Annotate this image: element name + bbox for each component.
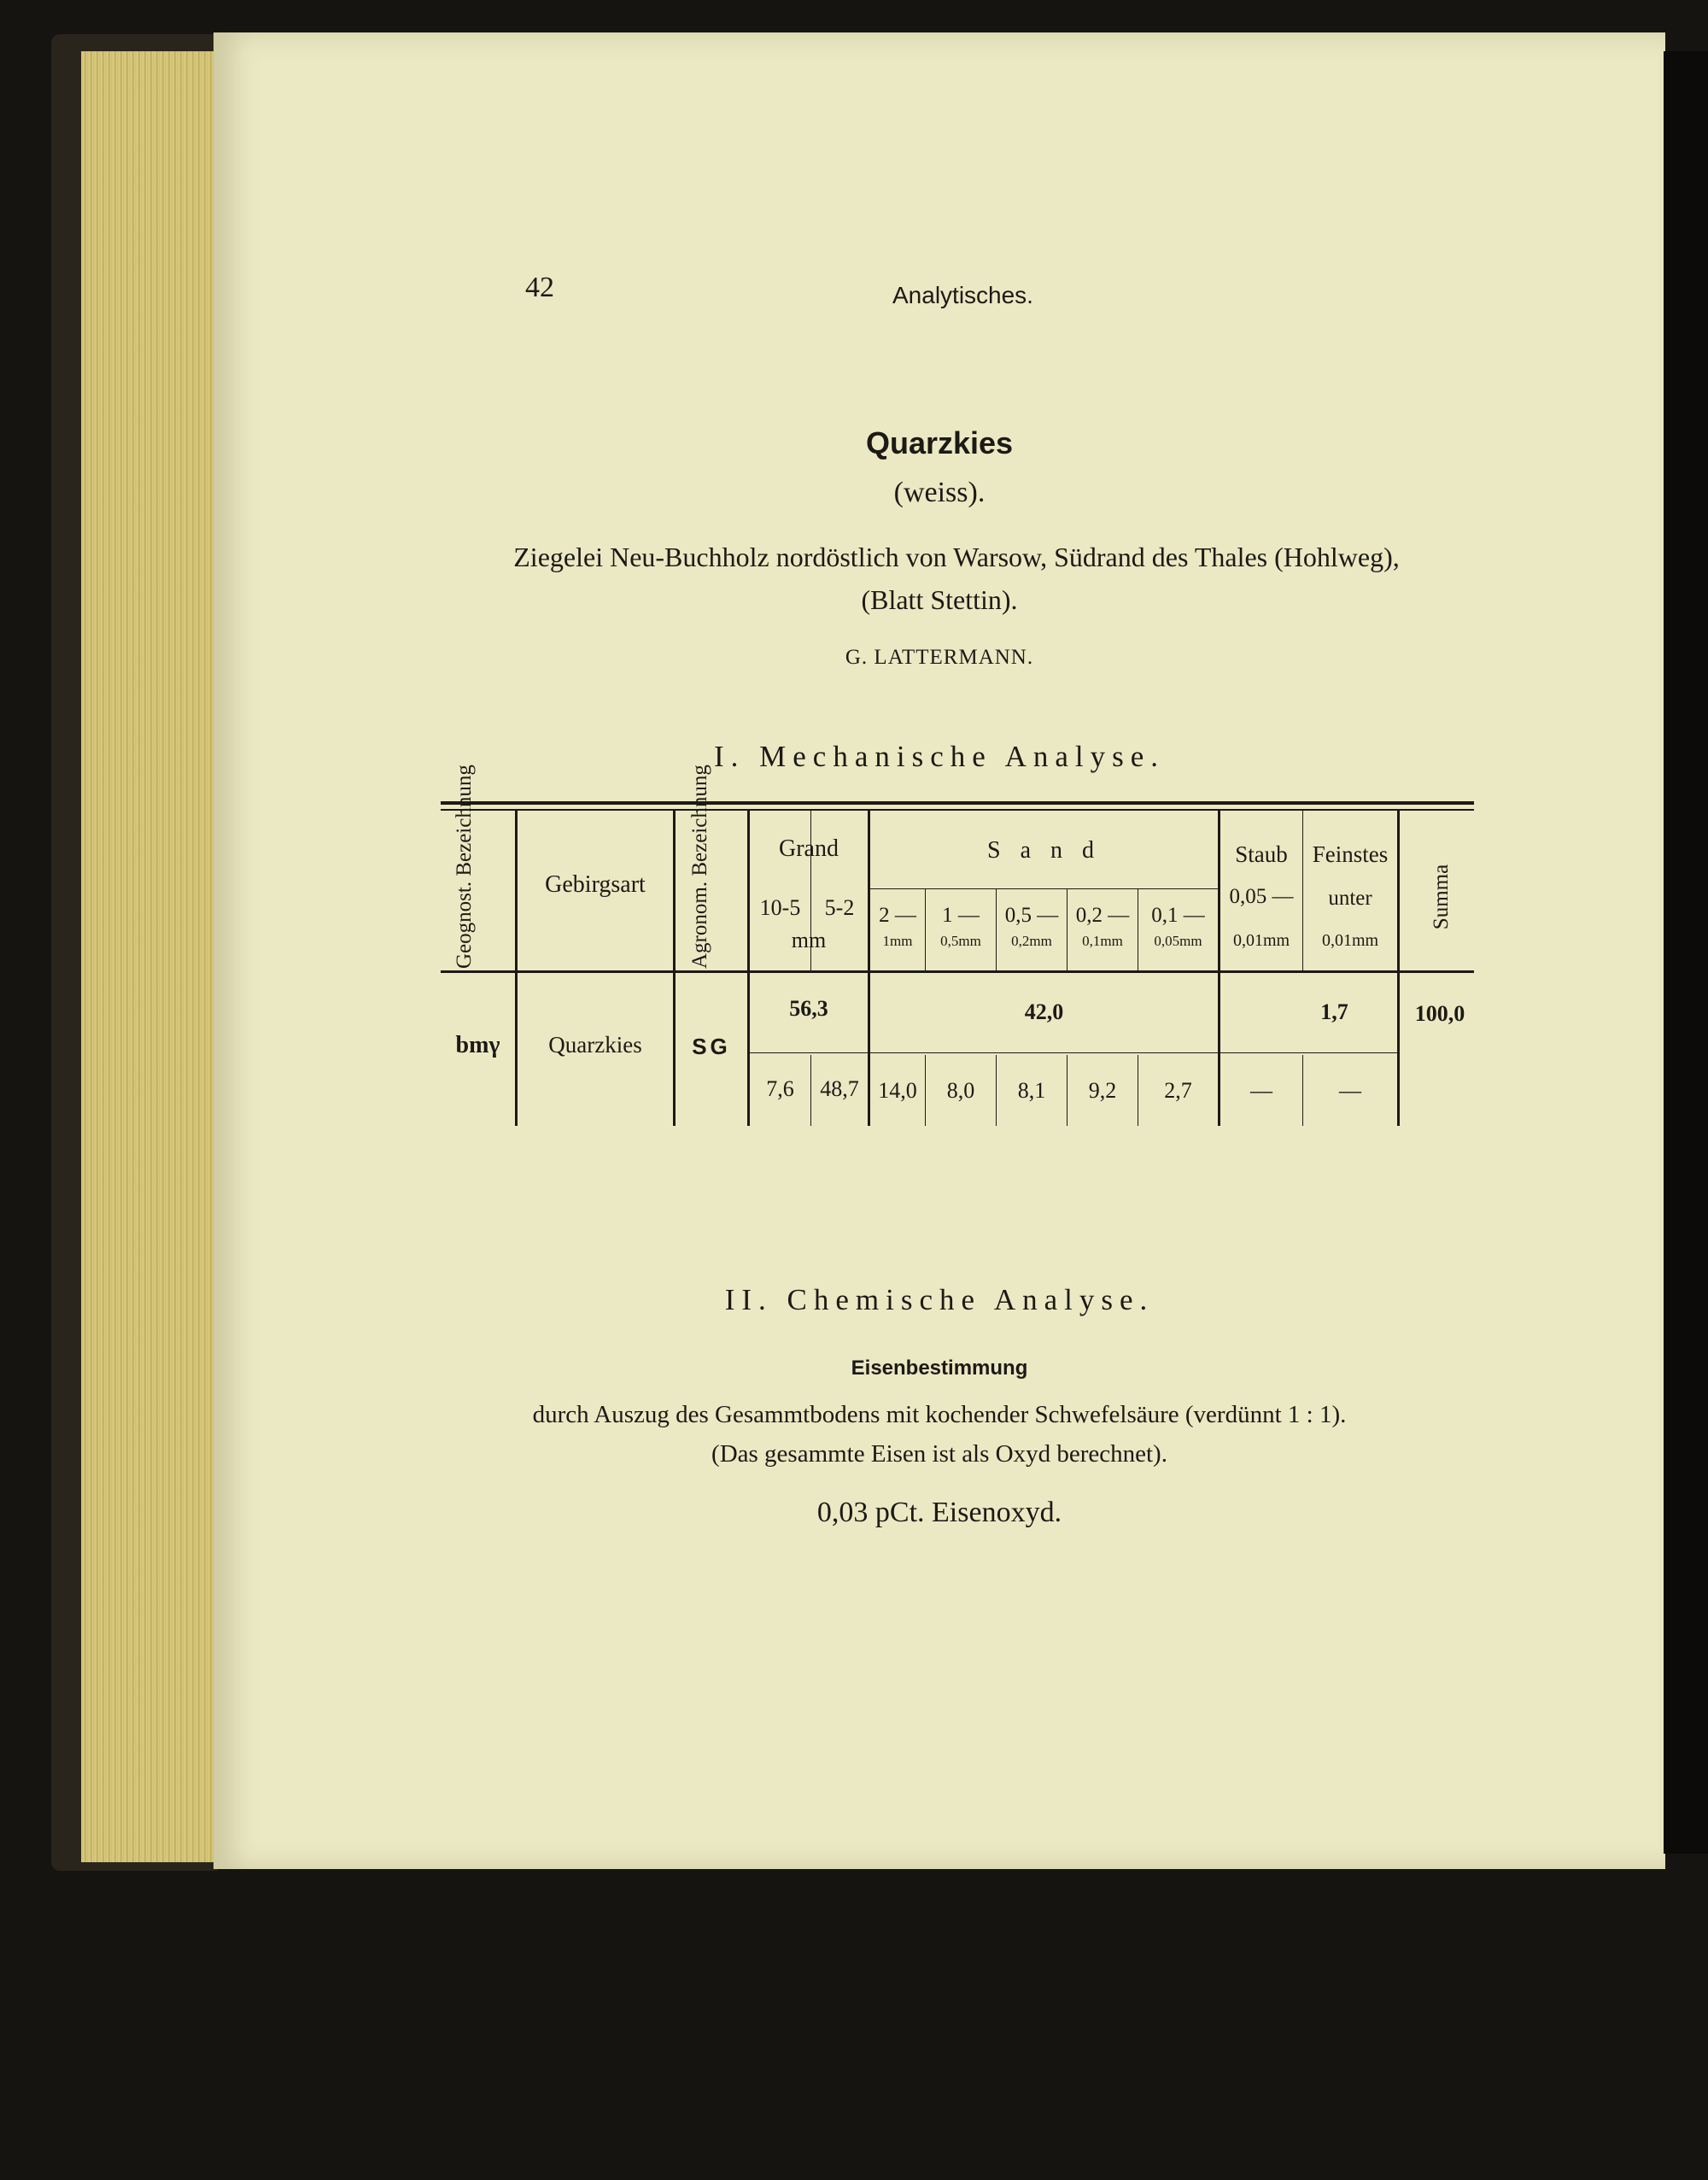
page-subtitle: (weiss). xyxy=(893,477,986,508)
header-sand-5-top: 0,1 — xyxy=(1151,904,1205,927)
table-top-rule-2 xyxy=(441,809,1474,811)
header-geognost xyxy=(453,765,493,969)
sand-subheader-rule xyxy=(869,888,1220,889)
vline-7 xyxy=(1397,810,1400,1126)
section-2-heading: II. Chemische Analyse. xyxy=(724,1283,1155,1316)
cell-gebirgsart: Quarzkies xyxy=(548,1032,642,1058)
vline-2 xyxy=(673,810,676,1126)
header-gebirgsart: Gebirgsart xyxy=(545,871,646,898)
header-grand-sub1: 10-5 xyxy=(759,895,801,920)
cell-feinstes: — xyxy=(1339,1078,1361,1103)
header-geognost-text: Geognost. Bezeichnung xyxy=(453,765,476,969)
table-top-rule xyxy=(441,801,1474,805)
page-number: 42 xyxy=(525,272,554,303)
header-sand-4-bot: 0,1mm xyxy=(1082,933,1123,949)
author: G. LATTERMANN. xyxy=(845,646,1034,669)
location-line-1: Ziegelei Neu-Buchholz nordöstlich von Warsow, Südrand des Thales (Hohlweg), xyxy=(513,542,1400,572)
header-sand-2-bot: 0,5mm xyxy=(940,933,981,949)
running-head: Analytisches. xyxy=(892,282,1033,308)
header-bottom-rule xyxy=(441,970,1474,973)
header-grand-sub2: 5-2 xyxy=(824,895,855,920)
header-sand-4-top: 0,2 — xyxy=(1075,904,1130,927)
cell-grand-1: 7,6 xyxy=(766,1076,794,1101)
header-summa-text: Summa xyxy=(1430,864,1453,930)
header-sand-5-bot: 0,05mm xyxy=(1154,933,1202,949)
header-sand-3-bot: 0,2mm xyxy=(1011,933,1052,949)
header-grand-unit: mm xyxy=(791,928,827,952)
cell-sand-2: 8,0 xyxy=(946,1078,975,1103)
header-feinstes-top: unter xyxy=(1328,887,1372,910)
cell-sand-total: 42,0 xyxy=(1024,999,1064,1024)
header-sand-3-top: 0,5 — xyxy=(1004,904,1059,927)
section-2-subheading: Eisenbestimmung xyxy=(851,1357,1028,1380)
header-feinstes: Feinstes xyxy=(1312,841,1389,867)
cell-grand-2: 48,7 xyxy=(820,1076,859,1101)
header-sand-1-bot: 1mm xyxy=(882,933,913,949)
cell-staub: — xyxy=(1250,1078,1272,1103)
header-sand: S a n d xyxy=(987,837,1101,864)
header-summa xyxy=(1430,850,1464,944)
cell-sand-1: 14,0 xyxy=(878,1078,917,1103)
header-sand-2-top: 1 — xyxy=(942,904,980,927)
header-feinstes-bot: 0,01mm xyxy=(1321,931,1379,950)
header-staub-top: 0,05 — xyxy=(1229,885,1294,908)
header-grand: Grand xyxy=(779,835,839,862)
right-margin-dark xyxy=(1664,51,1708,1854)
vline-sand-2 xyxy=(996,888,997,970)
header-staub-bot: 0,01mm xyxy=(1232,931,1290,950)
cell-geognost: bmγ xyxy=(455,1032,500,1058)
vline-1 xyxy=(515,810,518,1126)
cell-summa: 100,0 xyxy=(1414,1001,1465,1026)
page-edges xyxy=(81,51,218,1862)
header-agronom-text: Agronom. Bezeichnung xyxy=(688,765,711,969)
section-1-heading: I. Mechanische Analyse. xyxy=(713,740,1166,773)
page-title: Quarzkies xyxy=(865,425,1014,460)
vline-sand-3 xyxy=(1067,888,1068,970)
cell-sand-4: 9,2 xyxy=(1088,1078,1117,1103)
header-staub: Staub xyxy=(1235,841,1288,867)
cell-agronom: SG xyxy=(692,1034,731,1059)
cell-sand-5: 2,7 xyxy=(1164,1078,1192,1103)
section-2-text-1: durch Auszug des Gesammtbodens mit kochender Schwefelsäure (verdünnt 1 : 1). xyxy=(532,1401,1347,1428)
totals-rule xyxy=(748,1052,1399,1053)
header-sand-1-top: 2 — xyxy=(879,904,916,927)
cell-staub-total: 1,7 xyxy=(1320,999,1348,1024)
location-line-2: (Blatt Stettin). xyxy=(861,584,1018,615)
section-2-text-2: (Das gesammte Eisen ist als Oxyd berechnet). xyxy=(711,1440,1167,1468)
cell-sand-3: 8,1 xyxy=(1017,1078,1046,1103)
section-2-result: 0,03 pCt. Eisenoxyd. xyxy=(816,1497,1062,1528)
cell-grand-total: 56,3 xyxy=(789,996,828,1021)
header-agronom xyxy=(688,765,728,969)
vline-sand-1 xyxy=(925,888,926,970)
